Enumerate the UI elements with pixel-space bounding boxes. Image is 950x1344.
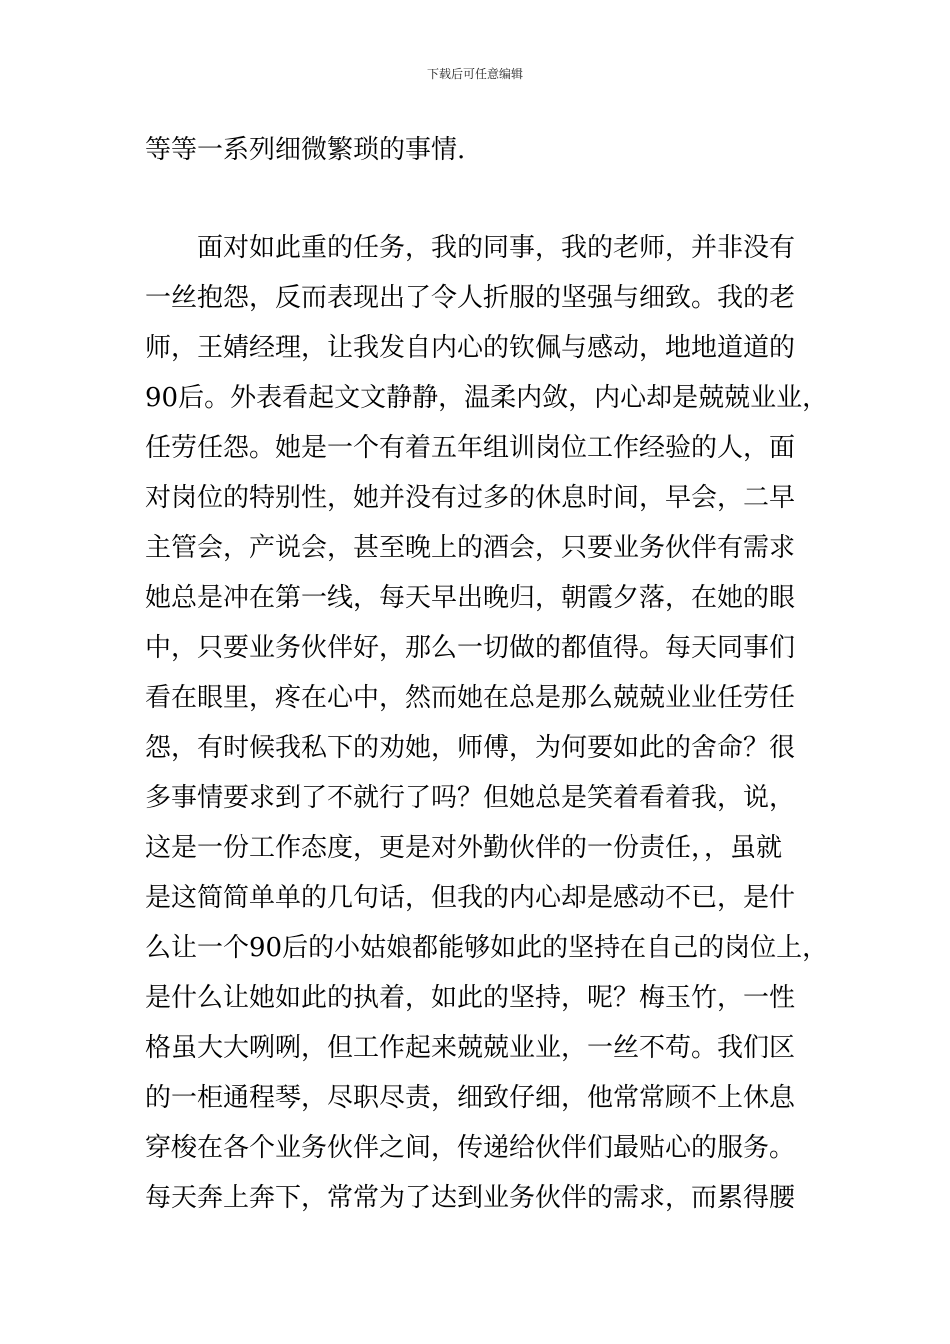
paragraph-line: 怨，有时候我私下的劝她，师傅，为何要如此的舍命？很 — [145, 733, 796, 763]
paragraph-line: 是什么让她如此的执着，如此的坚持，呢？梅玉竹，一性 — [145, 983, 796, 1013]
paragraph-line: 是这简简单单的几句话，但我的内心却是感动不已，是什 — [145, 883, 796, 913]
paragraph-line: 对岗位的特别性，她并没有过多的休息时间，早会，二早 — [145, 483, 796, 513]
paragraph-line: 主管会，产说会，甚至晚上的酒会，只要业务伙伴有需求 — [145, 533, 796, 563]
paragraph-line: 看在眼里，疼在心中，然而她在总是那么兢兢业业任劳任 — [145, 683, 796, 713]
paragraph-line: 她总是冲在第一线，每天早出晚归，朝霞夕落，在她的眼 — [145, 583, 796, 613]
paragraph-line: 多事情要求到了不就行了吗？但她总是笑着看着我，说， — [145, 783, 796, 813]
paragraph-line: 师，王婧经理，让我发自内心的钦佩与感动，地地道道的 — [145, 333, 796, 363]
paragraph-line: 面对如此重的任务，我的同事，我的老师，并非没有 — [145, 233, 796, 263]
paragraph-line: 每天奔上奔下，常常为了达到业务伙伴的需求，而累得腰 — [145, 1183, 796, 1213]
paragraph-line: 90后。外表看起文文静静，温柔内敛，内心却是兢兢业业， — [145, 383, 829, 413]
paragraph-line: 一丝抱怨，反而表现出了令人折服的坚强与细致。我的老 — [145, 283, 796, 313]
header-note: 下载后可任意编辑 — [426, 67, 523, 81]
paragraph-line: 任劳任怨。她是一个有着五年组训岗位工作经验的人，面 — [145, 433, 796, 463]
paragraph-line: 等等一系列细微繁琐的事情. — [145, 135, 466, 165]
paragraph-line: 中，只要业务伙伴好，那么一切做的都值得。每天同事们 — [145, 633, 796, 663]
paragraph-line: 的一柜通程琴，尽职尽责，细致仔细，他常常顾不上休息 — [145, 1083, 796, 1113]
paragraph-line: 穿梭在各个业务伙伴之间，传递给伙伴们最贴心的服务。 — [145, 1133, 796, 1163]
paragraph-line: 这是一份工作态度，更是对外勤伙伴的一份责任，，虽就 — [145, 833, 783, 863]
paragraph-line: 格虽大大咧咧，但工作起来兢兢业业，一丝不苟。我们区 — [145, 1033, 796, 1063]
paragraph-line: 么让一个90后的小姑娘都能够如此的坚持在自己的岗位上， — [145, 933, 829, 963]
